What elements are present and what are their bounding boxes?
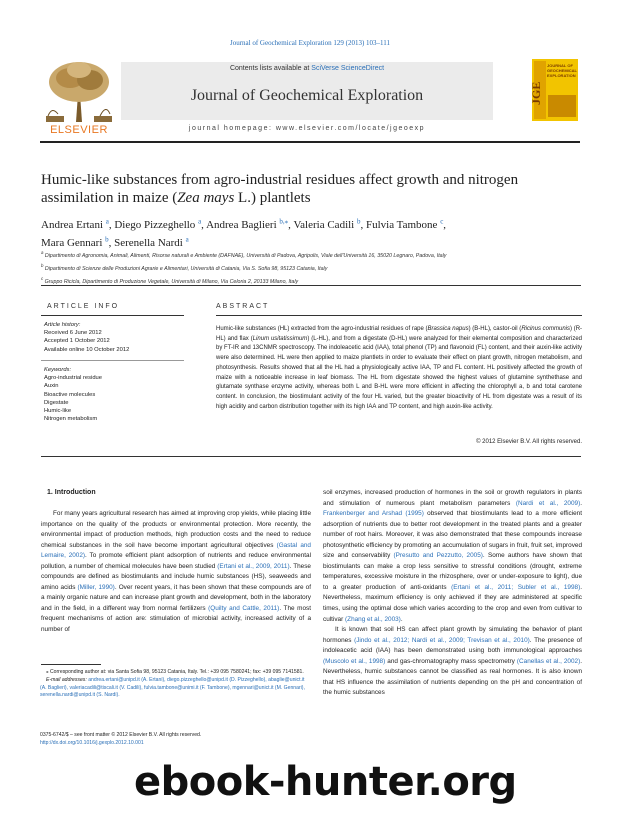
author-separator: , xyxy=(288,218,294,231)
info-divider xyxy=(41,360,184,361)
affiliation-mark: c xyxy=(41,275,44,281)
title-text-1: Humic-like substances from agro-industrial residues affect growth and nitrogen assimilation in maize ( xyxy=(41,172,519,206)
title-species: Zea mays xyxy=(177,190,235,206)
body-text: . To promote efficient plant adsorption of nutrients and reduce environmental pollution, a number of chemical molecules have been studied xyxy=(41,552,312,570)
author-affiliation-mark[interactable]: c xyxy=(440,217,444,225)
abstract-rule-top xyxy=(216,315,582,316)
author-affiliation-mark[interactable]: b,⁎ xyxy=(279,217,289,225)
footnote-rule xyxy=(41,664,101,665)
abstract-seg: ) (R-HL) and flax ( xyxy=(216,326,583,342)
abstract-species: Ricinus communis xyxy=(521,326,571,332)
homepage-prefix: journal homepage: xyxy=(188,125,276,132)
keyword: Auxin xyxy=(44,383,59,390)
email-label: E-mail addresses: xyxy=(46,676,87,683)
body-text: soil enzymes, increased production of hormones in the soil or growth regulators in plants and stimulation of numerous plant metabolism parameters xyxy=(323,489,582,507)
body-text: For many years agricultural research has aimed at improving crop yields, while placing little importance on the quality of the products or environmental protection. More recently, the environmental impact of production methods, high production costs and the need to reduce chemical substances in the soil have become important agricultural objectives xyxy=(41,510,311,549)
citation-link[interactable]: (Muscolo et al., 1998) xyxy=(323,657,386,665)
section-heading: 1. Introduction xyxy=(47,489,96,496)
affiliation-mark: a xyxy=(41,250,44,255)
affiliation xyxy=(41,261,581,274)
cover-title: JOURNAL OF GEOCHEMICAL EXPLORATION xyxy=(547,63,577,78)
author-affiliation-mark[interactable]: a xyxy=(185,235,189,244)
watermark: ebook-hunter.org xyxy=(134,759,517,805)
citation-link[interactable]: (Nardi et al., 2009) xyxy=(515,499,581,507)
citation-link[interactable]: (Miller, 1990) xyxy=(77,583,115,591)
author-name: Andrea Ertani xyxy=(41,218,103,231)
author-name: Andrea Baglieri xyxy=(206,218,277,231)
doi-link[interactable]: http://dx.doi.org/10.1016/j.gexplo.2012.10.001 xyxy=(40,740,144,746)
citation-link[interactable]: (Ertani et al., 2009, 2011) xyxy=(217,562,290,570)
author-list xyxy=(41,214,581,251)
body-text: . Over recent years, it has been shown that these compounds are of a mainly organic nature and can increase plant growth and development, both in the laboratory and in the field, in a different way from normal fertilizers xyxy=(41,583,311,612)
citation-link[interactable]: Frankenberger and Arshad (1995) xyxy=(323,510,424,518)
author[interactable] xyxy=(114,219,206,231)
corresponding-author: ⁎ Corresponding author at: via Santa Sofia 98, 95123 Catania, Italy. Tel.: +39 095 7580241; fax: +39 095 7141581. xyxy=(46,669,304,675)
homepage-url[interactable]: www.elsevier.com/locate/jgeoexp xyxy=(275,125,426,132)
history-entry: Received 6 June 2012 xyxy=(44,330,102,337)
article-title xyxy=(41,171,581,207)
affiliation xyxy=(41,248,581,261)
keywords-label: Keywords: xyxy=(44,367,72,373)
cover-abbrev: JGE xyxy=(529,81,543,105)
keyword: Humic-like xyxy=(44,408,72,415)
body-text: . Some authors have shown that biostimulants can make a crop less sensitive to stressful conditions (drought, extreme temperatures, excessive moisture in the rhizosphere, over or under-exposure to light), due to a greater production of anti-oxidants xyxy=(323,552,582,591)
affiliation-list xyxy=(41,248,581,286)
affiliation-text: Dipartimento di Agronomia, Animali, Alimenti, Risorse naturali e Ambiente (DAFNAE), Università di Padova, Agripolis, Viale dell'Università 16, 35020 Legnaro, Padova, Italy xyxy=(43,252,447,259)
body-text: . xyxy=(580,499,582,507)
author-separator: , xyxy=(360,218,366,231)
contents-available xyxy=(121,65,493,72)
body-text: . Nevertheless, humic substances cannot be classified as real hormones. It is also known that HS influence the assimilation of nutrients depending on the pH and concentration of the humic substances xyxy=(323,657,583,697)
abstract-seg: ) (B-HL), castor-oil ( xyxy=(468,326,522,332)
author-separator: , xyxy=(108,218,115,231)
footnote xyxy=(40,669,310,700)
citation-link[interactable]: (Quilty and Cattle, 2011) xyxy=(208,604,280,612)
journal-homepage xyxy=(121,125,493,132)
author-affiliation-mark[interactable]: a xyxy=(105,217,109,225)
info-rule-top xyxy=(41,315,184,316)
body-text: . Nevertheless, maximum efficiency is only achieved if they are administered at specific times, using the optimal dose which varies according to the crop and even from cultivar to cultivar xyxy=(323,583,582,623)
citation-link[interactable]: (Ertani et al., 2011; Subler et al., 1998) xyxy=(451,583,581,591)
keyword: Bioactive molecules xyxy=(44,391,96,398)
author-affiliation-mark[interactable]: b xyxy=(105,235,109,244)
keyword: Agro-industrial residue xyxy=(44,375,102,382)
email-addresses[interactable]: andrea.ertani@unipd.it (A. Ertani), diego.pizzeghello@unipd.it (D. Pizzeghello), abaglie@unict.it (A. Baglieri), valeriacadili@tiscali.it (V. Cadili), fulvia.tambone@unimi.it (F. Tambone), mgennari@unict.it (M. Gennari), serenella.nardi@unipd.it (S. Nardi). xyxy=(40,676,305,699)
author-name: Fulvia Tambone xyxy=(366,218,438,231)
abstract-species: Linum usitatissimum xyxy=(252,335,308,342)
article-history xyxy=(44,321,184,354)
keywords-block xyxy=(44,366,184,423)
article-info-heading: ARTICLE INFO xyxy=(47,303,120,310)
affiliation-text: Gruppo Ricicla, Dipartimento di Produzione Vegetale, Università di Milano, Via Celoria 2, 20133 Milano, Italy xyxy=(43,278,299,285)
abstract-heading: ABSTRACT xyxy=(216,303,270,310)
history-label: Article history: xyxy=(44,322,81,328)
sciencedirect-link[interactable]: SciVerse ScienceDirect xyxy=(311,65,385,72)
body-text: and gas-chromatography mass spectrometry xyxy=(385,657,517,665)
history-entry: Accepted 1 October 2012 xyxy=(44,338,110,345)
citation-link[interactable]: (Gastal and Lemaire, 2002) xyxy=(41,541,311,560)
elsevier-wordmark: ELSEVIER xyxy=(50,124,108,136)
body-text: It is known that soil HS can affect plant growth by simulating the behavior of plant hormones xyxy=(323,626,582,644)
body-text: observed that biostimulants lead to a more efficient adsorption of nutrients due to better root development in the treated plants and a greater number of root hairs. Moreover, it was also demonstrated that these compounds increase photosynthetic efficiency by promoting an accumulation of sugars in fruit, fruit set, improved size and conservability xyxy=(323,510,582,560)
journal-citation[interactable]: Journal of Geochemical Exploration 129 (2013) 103–111 xyxy=(229,39,391,47)
issn-line: 0375-6742/$ – see front matter © 2012 Elsevier B.V. All rights reserved. xyxy=(40,732,202,738)
abstract-seg: Humic-like substances (HL) extracted from the agro-industrial residues of rape ( xyxy=(216,326,428,332)
citation-link[interactable]: (Canellas et al., 2002) xyxy=(516,657,581,665)
body-text: . The presence of indoleacetic acid (IAA) has been demonstrated using both immunological approaches xyxy=(323,636,582,655)
author-separator: , xyxy=(108,237,115,250)
author[interactable] xyxy=(206,219,293,231)
contents-prefix: Contents lists available at xyxy=(229,65,312,72)
author-affiliation-mark[interactable]: b xyxy=(357,217,361,225)
author[interactable] xyxy=(366,219,446,231)
abstract-seg: ) (L-HL), and from a digestate (D-HL) were analyzed for their elemental composition and characterized by FT-IR and 13CNMR spectroscopy. The indoleacetic acid (IAA), total phenol (TP) and flavonoid (FL) content, and their auxin-like activity were also determined. HL were then applied to maize plantlets in order to evaluate their effect on plant growth, nitrogen metabolism, and photosynthesis. Results showed that all the HL had a physiologically active IAA, TP and FL content. HL positively affected the growth of maize with a noticeable increase in leaf biomass. The HL from digestate showed the highest values of glutamine synthethase and glutamate synthase enzyme activity, whereas both L and B-HL were more efficient in affecting the chlorophyll a, b and total carotene content. In conclusion, the biostimulant activity of the four HL varied, but the greater bioactivity of HL from digestate was a result of its high acidity and carbon distribution together with its high IAA and TP content, and high auxin-like activity. xyxy=(216,335,583,410)
author-name: Diego Pizzeghello xyxy=(114,218,196,231)
header-rule xyxy=(41,285,581,286)
affiliation-text: Dipartimento di Scienze delle Produzioni Agrarie e Alimentari, Università di Catania, Via S. Sofia 98, 95123 Catania, Italy xyxy=(43,265,328,272)
body-text: . The most frequent mechanisms of action are: stimulation of microbial activity, increased activity of a number of xyxy=(41,604,311,634)
keyword: Nitrogen metabolism xyxy=(44,416,98,423)
author-name: Mara Gennari xyxy=(41,237,103,250)
affiliation-mark: b xyxy=(41,262,44,268)
author-name: Serenella Nardi xyxy=(114,237,183,250)
elsevier-tree-logo xyxy=(40,58,118,130)
abstract-text xyxy=(216,325,582,412)
author-affiliation-mark[interactable]: a xyxy=(198,217,202,225)
body-text: . xyxy=(400,615,403,623)
author[interactable] xyxy=(293,219,366,231)
body-text: . These compounds are defined as biostimulants and include humic substances (HS), seaweeds and amino acids xyxy=(41,562,311,591)
journal-cover-image xyxy=(529,59,578,121)
intro-left-column xyxy=(41,509,311,636)
journal-title: Journal of Geochemical Exploration xyxy=(190,87,424,104)
keyword: Digestate xyxy=(44,399,69,406)
author-separator: , xyxy=(201,218,207,231)
citation-link[interactable]: (Zhang et al., 2003) xyxy=(345,615,401,623)
citation-link[interactable]: (Presutto and Pezzutto, 2005) xyxy=(393,552,483,560)
abstract-species: Brassica napus xyxy=(427,326,469,332)
author-name: Valeria Cadili xyxy=(293,218,355,231)
title-text-2: L.) plantlets xyxy=(234,190,311,206)
abstract-rule-bottom xyxy=(41,456,581,457)
author[interactable] xyxy=(41,219,114,231)
intro-right-column xyxy=(323,488,582,699)
issn-block xyxy=(40,731,310,747)
citation-link[interactable]: (Jindo et al., 2012; Nardi et al., 2009; Trevisan et al., 2010) xyxy=(354,636,530,644)
abstract-copyright: © 2012 Elsevier B.V. All rights reserved. xyxy=(476,439,582,445)
author-separator: , xyxy=(443,218,447,231)
history-entry: Available online 10 October 2012 xyxy=(44,346,130,353)
